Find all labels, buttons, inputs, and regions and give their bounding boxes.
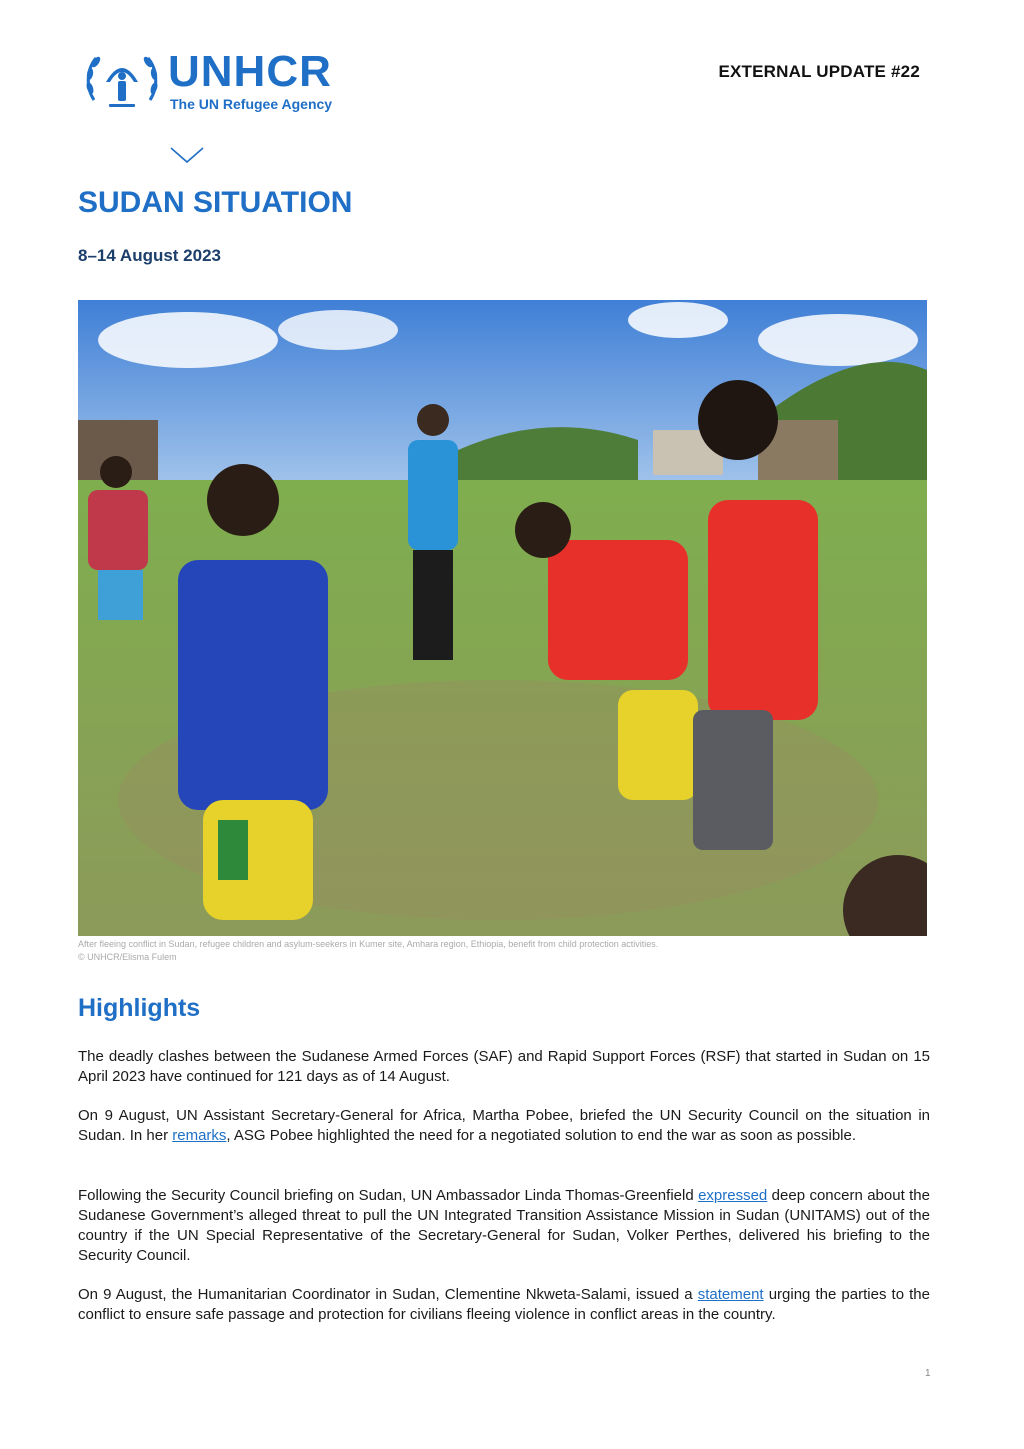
unhcr-emblem-icon <box>84 48 160 112</box>
org-name: UNHCR <box>168 47 332 96</box>
org-tagline: The UN Refugee Agency <box>170 96 333 112</box>
highlights-paragraph-1: The deadly clashes between the Sudanese Armed Forces (SAF) and Rapid Support Forces (RSF) that started in Sudan on 15 April 2023 have continued for 121 days as of 14 August. <box>78 1048 930 1085</box>
paragraph-text: urging the parties to the conflict to ensure safe passage and protection for civilians fleeing violence in conflict areas in the country. <box>78 1286 930 1323</box>
highlights-paragraph-3 <box>78 1186 930 1266</box>
paragraph-text: deep concern about the Sudanese Government’s alleged threat to pull the UN Integrated Transition Assistance Mission in Sudan (UNITAMS) out of the country if the UN Special Representative of the Secretary-General for Sudan, Volker Perthes, delivered his briefing to the Security Council. <box>78 1187 930 1264</box>
paragraph-text: On 9 August, the Humanitarian Coordinator in Sudan, Clementine Nkweta-Salami, issued a <box>78 1286 698 1303</box>
expressed-link[interactable]: expressed <box>698 1187 768 1204</box>
photo-credit: © UNHCR/Elisma Fulem <box>78 952 177 962</box>
unhcr-logo <box>84 48 364 116</box>
caption-text: After fleeing conflict in Sudan, refugee children and asylum-seekers in Kumer site, Amhara region, Ethiopia, benefit from child protection activities. <box>78 939 659 949</box>
cover-photo <box>78 300 927 936</box>
paragraph-text: Following the Security Council briefing on Sudan, UN Ambassador Linda Thomas-Greenfield <box>78 1187 699 1204</box>
paragraph-text: , ASG Pobee highlighted the need for a negotiated solution to end the war as soon as possible. <box>226 1127 857 1144</box>
update-label: EXTERNAL UPDATE #22 <box>718 62 920 81</box>
document-date: 8–14 August 2023 <box>78 246 221 265</box>
highlights-heading: Highlights <box>78 994 201 1022</box>
page-number: 1 <box>925 1368 931 1379</box>
paragraph-text: On 9 August, UN Assistant Secretary-General for Africa, Martha Pobee, briefed the UN Security Council on the situation in Sudan. In her <box>78 1107 930 1144</box>
highlights-paragraph-2 <box>78 1106 930 1146</box>
photo-caption <box>78 938 938 964</box>
chevron-down-icon <box>170 146 204 164</box>
highlights-paragraph-4 <box>78 1285 930 1325</box>
document-title: SUDAN SITUATION <box>78 186 353 219</box>
remarks-link[interactable]: remarks <box>172 1127 227 1144</box>
statement-link[interactable]: statement <box>697 1286 764 1303</box>
